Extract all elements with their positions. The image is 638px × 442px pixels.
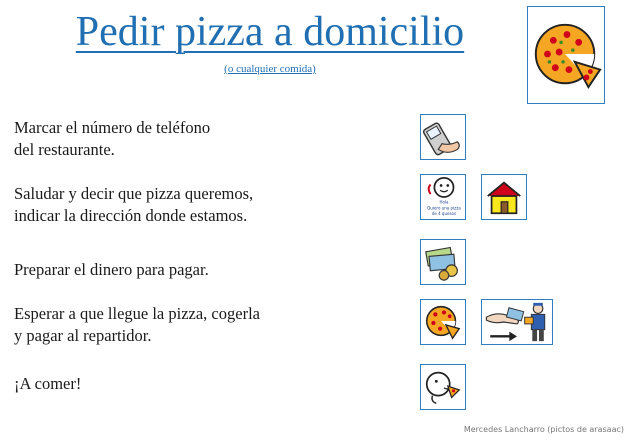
eating-icon: [420, 364, 466, 410]
step-2-line-2: indicar la dirección donde estamos.: [14, 206, 248, 225]
step-3: [14, 259, 404, 281]
pizza-icon: [420, 299, 466, 345]
step-4-line-2: y pagar al repartidor.: [14, 326, 152, 345]
step-5-line-1: ¡A comer!: [14, 374, 82, 393]
step-5: [14, 373, 404, 395]
house-icon: [481, 174, 527, 220]
step-4: [14, 303, 404, 347]
step-4-line-1: Esperar a que llegue la pizza, cogerla: [14, 304, 260, 323]
greeting-caption-3: de 4 quesos: [431, 211, 457, 217]
step-2: [14, 183, 404, 227]
page-title: Pedir pizza a domicilio: [75, 9, 465, 55]
greeting-pictogram-icon: [420, 174, 466, 220]
step-3-line-1: Preparar el dinero para pagar.: [14, 260, 209, 279]
money-icon: [420, 239, 466, 285]
step-1-line-1: Marcar el número de teléfono: [14, 118, 211, 137]
pay-delivery-person-icon: [481, 299, 553, 345]
greeting-caption-2: Quiero una pizza: [427, 205, 461, 211]
greeting-caption-1: Hola: [439, 199, 449, 205]
page-subtitle: (o cualquier comida): [224, 63, 316, 75]
phone-icon: [420, 114, 466, 160]
step-1-line-2: del restaurante.: [14, 140, 115, 159]
step-2-line-1: Saludar y decir que pizza queremos,: [14, 184, 254, 203]
pizza-slice-icon: [527, 6, 605, 104]
step-1: [14, 117, 404, 161]
credit-note: Mercedes Lancharro (pictos de arasaac): [463, 425, 624, 434]
